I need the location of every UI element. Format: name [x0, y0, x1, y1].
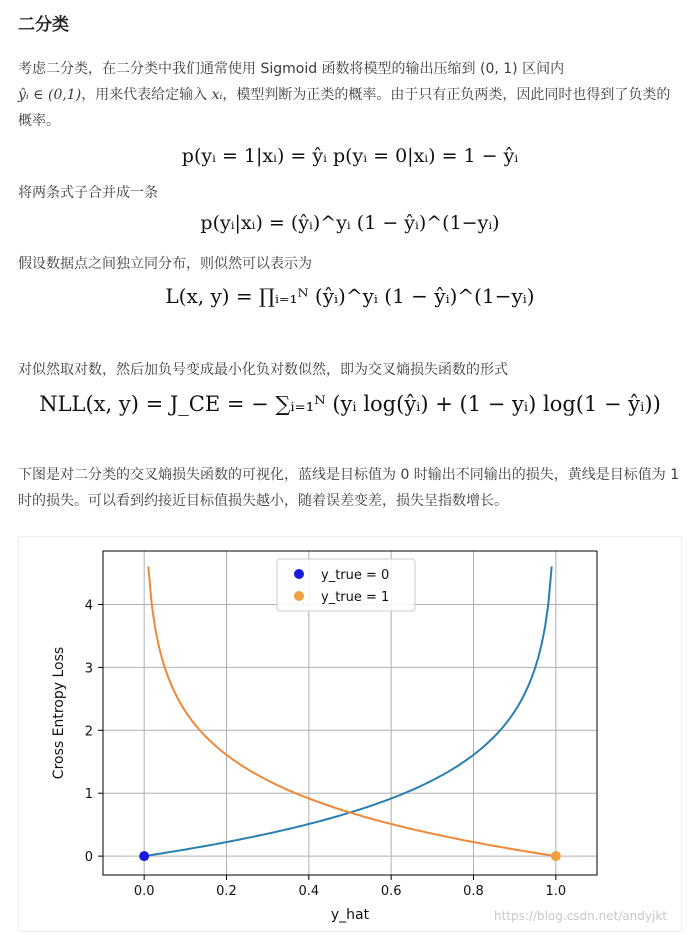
equation-2-text: p(yᵢ|xᵢ) = (ŷᵢ)^yᵢ (1 − ŷᵢ)^(1−yᵢ) [200, 212, 500, 234]
x-tick-label: 0.8 [463, 884, 484, 899]
loss-chart [19, 537, 681, 931]
y-tick-label: 2 [84, 724, 93, 740]
watermark: https://blog.csdn.net/andyjkt [493, 909, 667, 923]
equation-4-nll [0, 392, 700, 416]
section-heading: 二分类 [18, 15, 69, 35]
equation-3-likelihood [0, 284, 700, 308]
equation-3-text: L(x, y) = ∏ᵢ₌₁ᴺ (ŷᵢ)^yᵢ (1 − ŷᵢ)^(1−yᵢ) [165, 284, 535, 308]
x-tick-label: 0.6 [380, 884, 402, 899]
equation-2 [0, 212, 700, 234]
merge-text: 将两条式子合并成一条 [18, 185, 158, 201]
legend-label: y_true = 0 [321, 568, 390, 583]
iid-text: 假设数据点之间独立同分布，则似然可以表示为 [18, 256, 312, 272]
y-tick-label: 1 [84, 787, 93, 803]
figure-description: 下图是对二分类的交叉熵损失函数的可视化，蓝线是目标值为 0 时输出不同输出的损失，黄线是目标值为 1 时的损失。可以看到约接近目标值损失越小，随着误差变差，损失呈指数增长。 [18, 467, 680, 509]
y-tick-label: 4 [84, 598, 93, 614]
intro-math-2: xᵢ [211, 87, 223, 103]
y-tick-label: 3 [84, 661, 93, 677]
equation-4-text: NLL(x, y) = J_CE = − ∑ᵢ₌₁ᴺ (yᵢ log(ŷᵢ) + (1 − yᵢ) log(1 − ŷᵢ)) [39, 392, 661, 416]
nll-text: 对似然取对数，然后加负号变成最小化负对数似然，即为交叉熵损失函数的形式 [18, 362, 508, 378]
x-tick-label: 1.0 [545, 884, 567, 899]
equation-1 [0, 145, 700, 167]
equation-1-text: p(yᵢ = 1|xᵢ) = ŷᵢ p(yᵢ = 0|xᵢ) = 1 − ŷᵢ [181, 145, 519, 167]
x-tick-label: 0.4 [298, 884, 320, 899]
y-tick-label: 0 [84, 850, 93, 866]
intro-text-2: ，用来代表给定输入 [81, 87, 208, 103]
x-tick-label: 0.2 [216, 884, 237, 899]
legend-label: y_true = 1 [321, 590, 390, 605]
x-axis-label: y_hat [330, 907, 370, 923]
intro-text-3: ，模型判断为正类的概率。由于只有正负两类，因此同时也得到了负类的概率。 [18, 87, 671, 129]
y-axis-label: Cross Entropy Loss [51, 646, 67, 780]
series-marker-y-true-1 [551, 851, 561, 861]
intro-text-1: 考虑二分类，在二分类中我们通常使用 Sigmoid 函数将模型的输出压缩到 (0, 1) 区间内 [18, 61, 565, 77]
x-tick-label: 0.0 [133, 884, 155, 899]
intro-paragraph [18, 56, 682, 134]
series-marker-y-true-0 [139, 851, 149, 861]
loss-chart-figure [18, 536, 682, 932]
intro-math-1: ŷᵢ ∈ (0,1) [18, 87, 82, 103]
legend-marker [294, 591, 304, 601]
legend-marker [294, 569, 304, 579]
